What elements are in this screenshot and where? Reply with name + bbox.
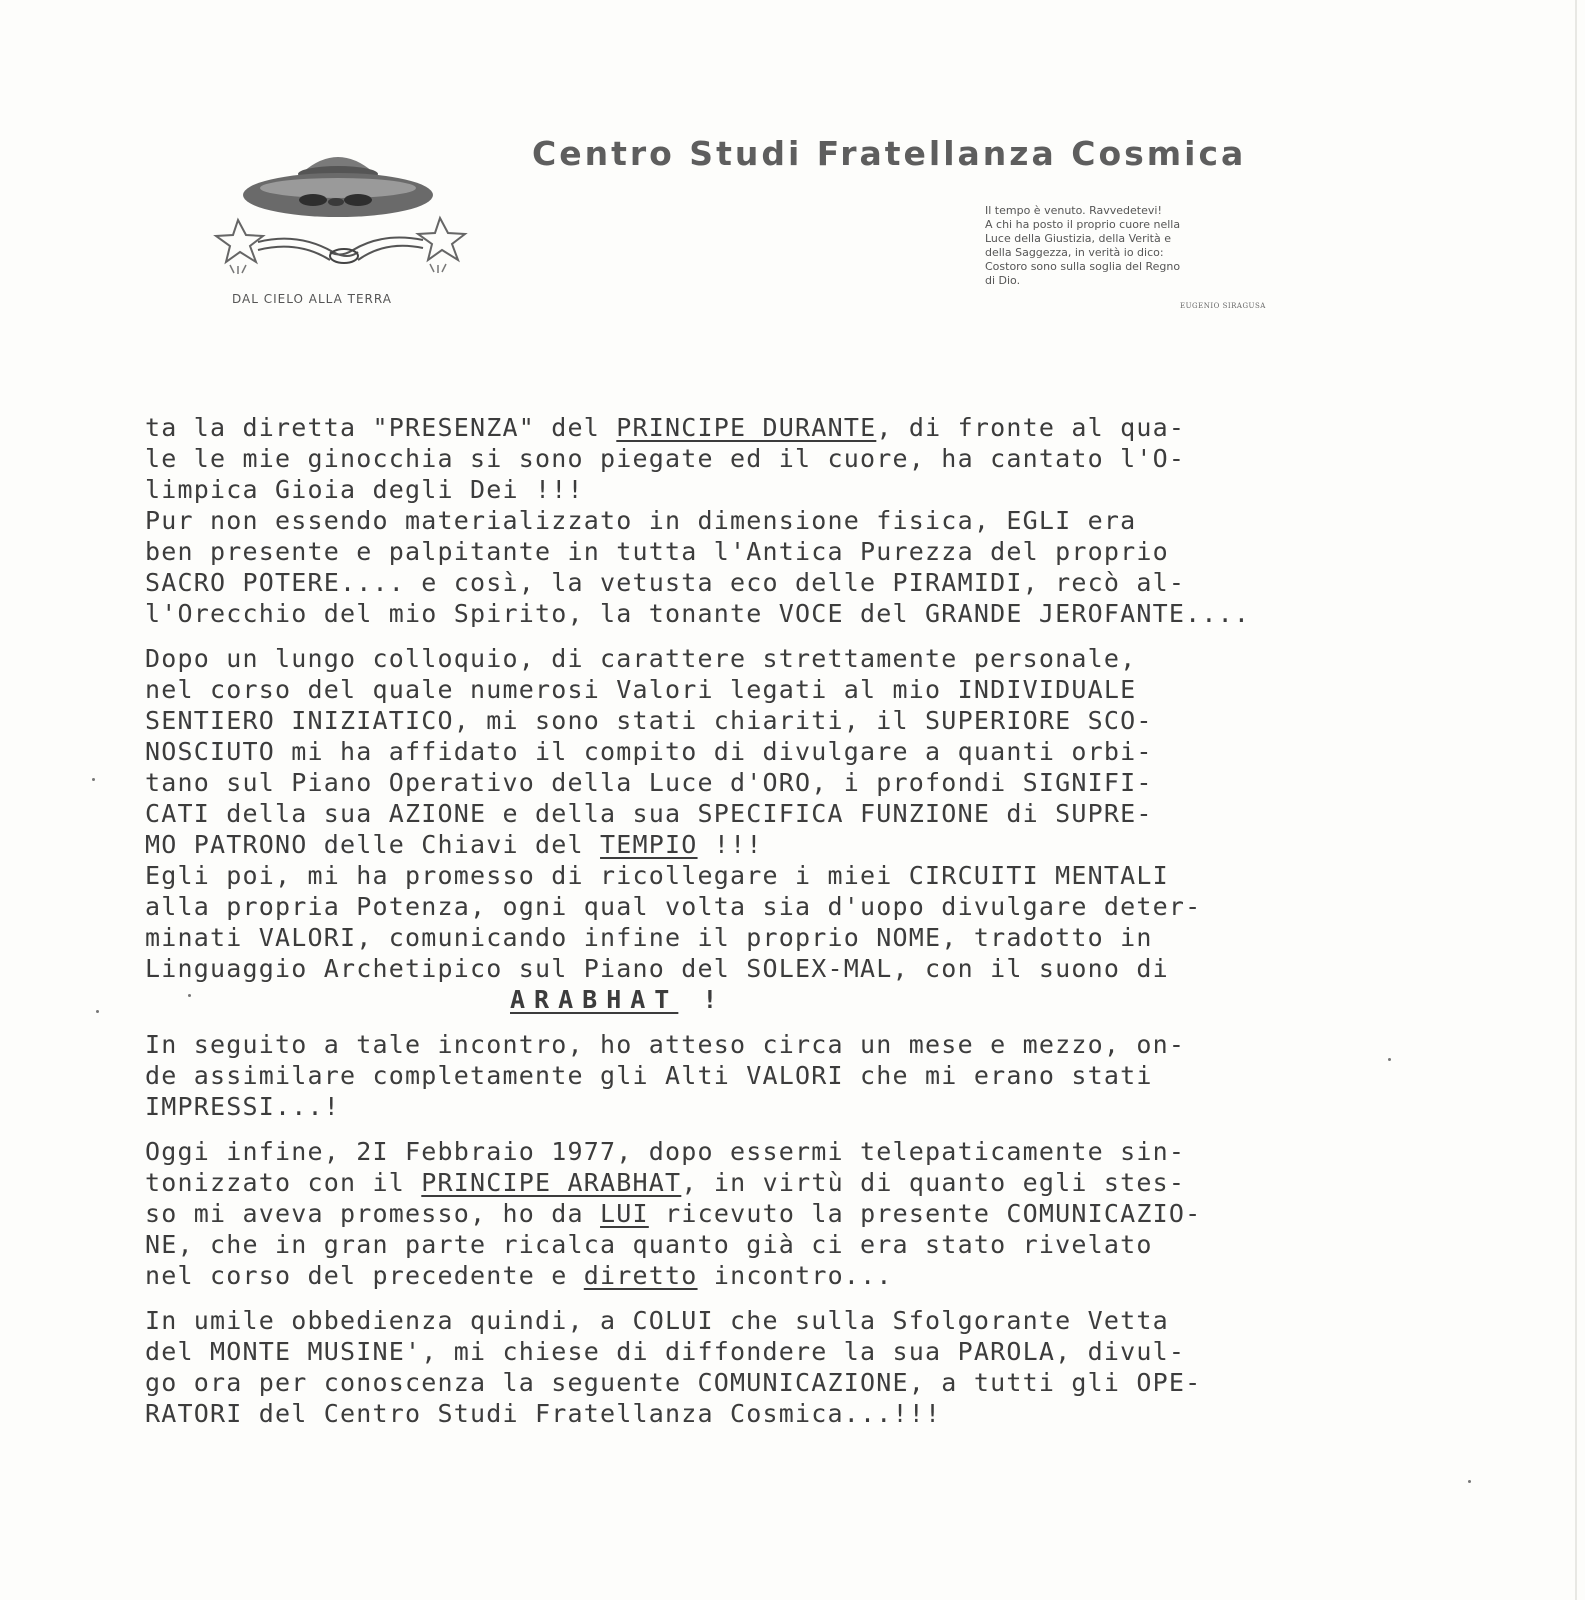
text-line: minati VALORI, comunicando infine il proprio NOME, tradotto in <box>145 923 1153 952</box>
quote-signature: EUGENIO SIRAGUSA <box>1180 302 1266 310</box>
quote-line: Il tempo è venuto. Ravvedetevi! <box>985 204 1162 217</box>
text-line <box>145 1260 1405 1291</box>
text-segment: !!! <box>697 830 763 859</box>
speck <box>92 778 95 781</box>
text-line: In seguito a tale incontro, ho atteso circa un mese e mezzo, on- <box>145 1030 1186 1059</box>
text-line: l'Orecchio del mio Spirito, la tonante VOCE del GRANDE JEROFANTE.... <box>145 599 1251 628</box>
text-segment: , in virtù di quanto egli stes- <box>681 1168 1186 1197</box>
quote-line: Costoro sono sulla soglia del Regno <box>985 260 1181 273</box>
logo <box>208 140 478 315</box>
text-line: Pur non essendo materializzato in dimensione fisica, EGLI era <box>145 506 1137 535</box>
speck <box>1388 1058 1391 1061</box>
text-line <box>145 1167 1405 1198</box>
text-segment: MO PATRONO delle Chiavi del <box>145 830 601 859</box>
text-line: Linguaggio Archetipico sul Piano del SOLEX-MAL, con il suono di <box>145 954 1169 983</box>
underlined-name: ARABHAT <box>510 985 679 1014</box>
paragraph-4 <box>145 1136 1405 1291</box>
quote-line: della Saggezza, in verità io dico: <box>985 246 1164 259</box>
text-segment: tonizzato con il <box>145 1168 422 1197</box>
underlined-text: diretto <box>583 1261 698 1290</box>
text-line: CATI della sua AZIONE e della sua SPECIFICA FUNZIONE di SUPRE- <box>145 799 1153 828</box>
paragraph-3 <box>145 1029 1405 1122</box>
paragraph-2 <box>145 643 1405 1015</box>
text-line <box>145 1198 1405 1229</box>
text-line: NE, che in gran parte ricalca quanto già ci era stato rivelato <box>145 1230 1153 1259</box>
quote-line: Luce della Giustizia, della Verità e <box>985 232 1171 245</box>
page-edge <box>1575 0 1577 1600</box>
text-line: SENTIERO INIZIATICO, mi sono stati chiariti, il SUPERIORE SCO- <box>145 706 1153 735</box>
text-segment: ! <box>678 985 727 1014</box>
quote-line: A chi ha posto il proprio cuore nella <box>985 218 1181 231</box>
text-line: de assimilare completamente gli Alti VALORI che mi erano stati <box>145 1061 1153 1090</box>
text-line: Oggi infine, 2I Febbraio 1977, dopo essermi telepaticamente sin- <box>145 1137 1186 1166</box>
paragraph-5 <box>145 1305 1405 1429</box>
text-line: ben presente e palpitante in tutta l'Antica Purezza del proprio <box>145 537 1169 566</box>
speck <box>188 994 191 997</box>
text-line <box>145 412 1405 443</box>
underlined-text: PRINCIPE ARABHAT <box>421 1168 682 1197</box>
text-line: alla propria Potenza, ogni qual volta sia d'uopo divulgare deter- <box>145 892 1202 921</box>
text-segment: nel corso del precedente e <box>145 1261 584 1290</box>
text-line: In umile obbedienza quindi, a COLUI che sulla Sfolgorante Vetta <box>145 1306 1169 1335</box>
speck <box>96 1010 99 1013</box>
text-line: Dopo un lungo colloquio, di carattere strettamente personale, <box>145 644 1137 673</box>
text-segment: incontro... <box>697 1261 893 1290</box>
text-line: go ora per conoscenza la seguente COMUNICAZIONE, a tutti gli OPE- <box>145 1368 1202 1397</box>
text-line: Egli poi, mi ha promesso di ricollegare i miei CIRCUITI MENTALI <box>145 861 1169 890</box>
text-segment: ricevuto la presente COMUNICAZIO- <box>648 1199 1202 1228</box>
speck <box>1468 1480 1471 1483</box>
underlined-text: TEMPIO <box>600 830 698 859</box>
text-line: NOSCIUTO mi ha affidato il compito di divulgare a quanti orbi- <box>145 737 1153 766</box>
letterhead-quote <box>985 204 1275 288</box>
text-line: IMPRESSI...! <box>145 1092 341 1121</box>
organization-title: Centro Studi Fratellanza Cosmica <box>532 134 1247 173</box>
text-segment: , di fronte al qua- <box>876 413 1186 442</box>
text-line: tano sul Piano Operativo della Luce d'ORO, i profondi SIGNIFI- <box>145 768 1153 797</box>
flying-saucer-handshake-icon <box>208 140 478 290</box>
text-line <box>145 984 1405 1015</box>
underlined-text: LUI <box>600 1199 649 1228</box>
text-segment: so mi aveva promesso, ho da <box>145 1199 601 1228</box>
text-line: limpica Gioia degli Dei !!! <box>145 475 584 504</box>
logo-motto: DAL CIELO ALLA TERRA <box>232 292 392 306</box>
underlined-text: PRINCIPE DURANTE <box>616 413 877 442</box>
text-line: nel corso del quale numerosi Valori legati al mio INDIVIDUALE <box>145 675 1137 704</box>
text-line: SACRO POTERE.... e così, la vetusta eco delle PIRAMIDI, recò al- <box>145 568 1186 597</box>
text-line: RATORI del Centro Studi Fratellanza Cosmica...!!! <box>145 1399 942 1428</box>
text-line: le le mie ginocchia si sono piegate ed il cuore, ha cantato l'O- <box>145 444 1186 473</box>
letter-body <box>145 412 1405 1443</box>
text-line: del MONTE MUSINE', mi chiese di diffondere la sua PAROLA, divul- <box>145 1337 1186 1366</box>
text-segment: ta la diretta "PRESENZA" del <box>145 413 617 442</box>
paragraph-1 <box>145 412 1405 629</box>
quote-line: di Dio. <box>985 274 1021 287</box>
text-line <box>145 829 1405 860</box>
